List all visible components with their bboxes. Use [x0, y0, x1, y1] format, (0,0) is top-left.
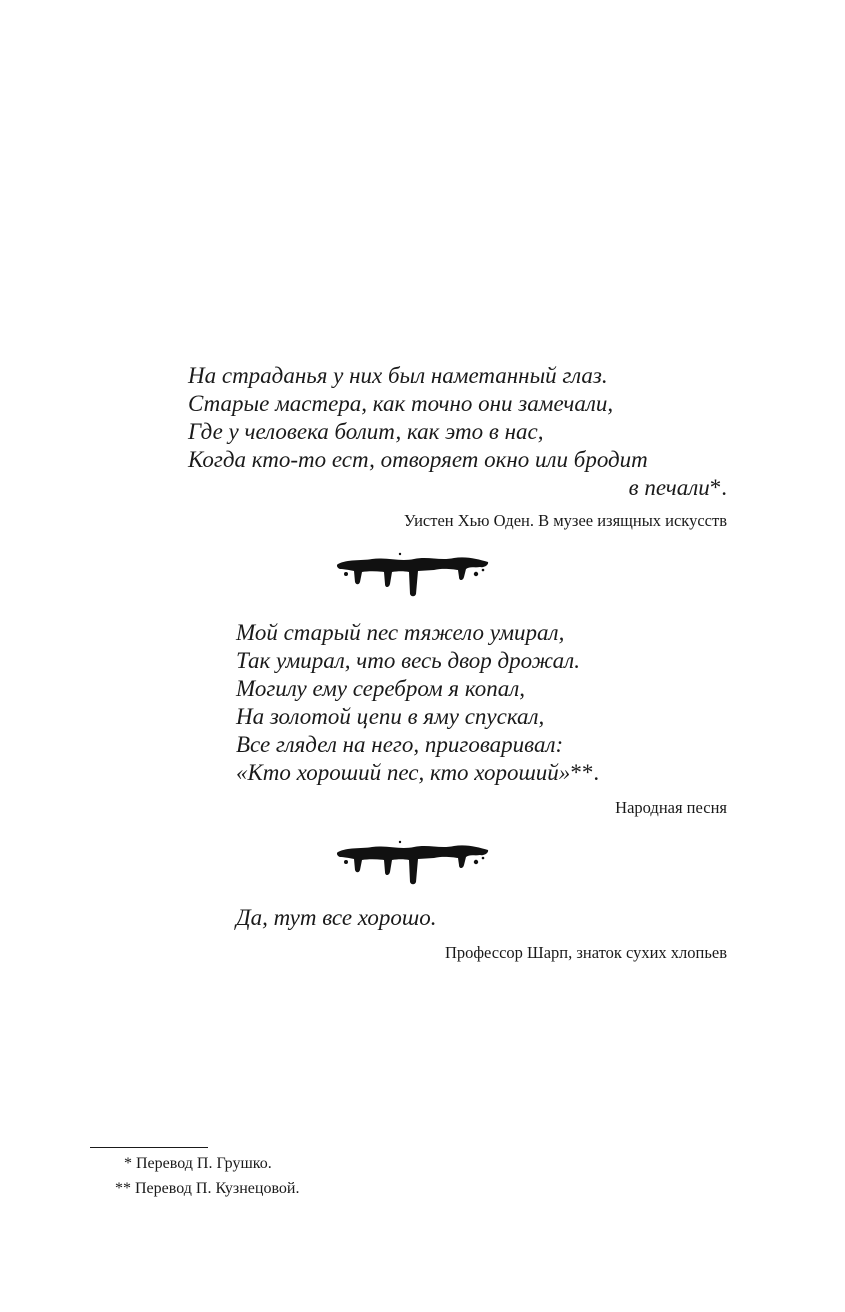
verse-line: Да, тут все хорошо.: [236, 905, 437, 930]
verse-line: Так умирал, что весь двор дрожал.: [236, 648, 580, 673]
footnote-mark: **.: [570, 760, 600, 785]
verse-line: Где у человека болит, как это в нас,: [188, 419, 544, 444]
verse-line: На страданья у них был наметанный глаз.: [188, 363, 608, 388]
verse-line: Когда кто-то ест, отворяет окно или бродит: [188, 447, 648, 472]
epigraph-attribution: Профессор Шарп, знаток сухих хлопьев: [444, 943, 727, 962]
verse-line-text: в печали: [628, 475, 710, 500]
ink-drip-ornament-icon: [334, 550, 490, 600]
footnote: * Перевод П. Грушко.: [124, 1155, 272, 1172]
verse-line: На золотой цепи в яму спускал,: [236, 704, 545, 729]
verse-line: Могилу ему серебром я копал,: [236, 676, 526, 701]
verse-line-continuation: [629, 474, 727, 502]
epigraph-attribution: Народная песня: [615, 798, 727, 817]
footnote-mark: *.: [709, 475, 727, 500]
verse-line: Старые мастера, как точно они замечали,: [188, 391, 614, 416]
verse-line: Мой старый пес тяжело умирал,: [236, 620, 565, 645]
epigraph-attribution: Уистен Хью Оден. В музее изящных искусств: [403, 511, 727, 530]
ink-drip-ornament-icon: [334, 838, 490, 888]
footnote: ** Перевод П. Кузнецовой.: [115, 1180, 300, 1197]
verse-line: [236, 759, 599, 787]
footnote-divider: [90, 1147, 208, 1148]
verse-line: Все глядел на него, приговаривал:: [236, 732, 564, 757]
verse-line-text: «Кто хороший пес, кто хороший»: [236, 760, 571, 785]
